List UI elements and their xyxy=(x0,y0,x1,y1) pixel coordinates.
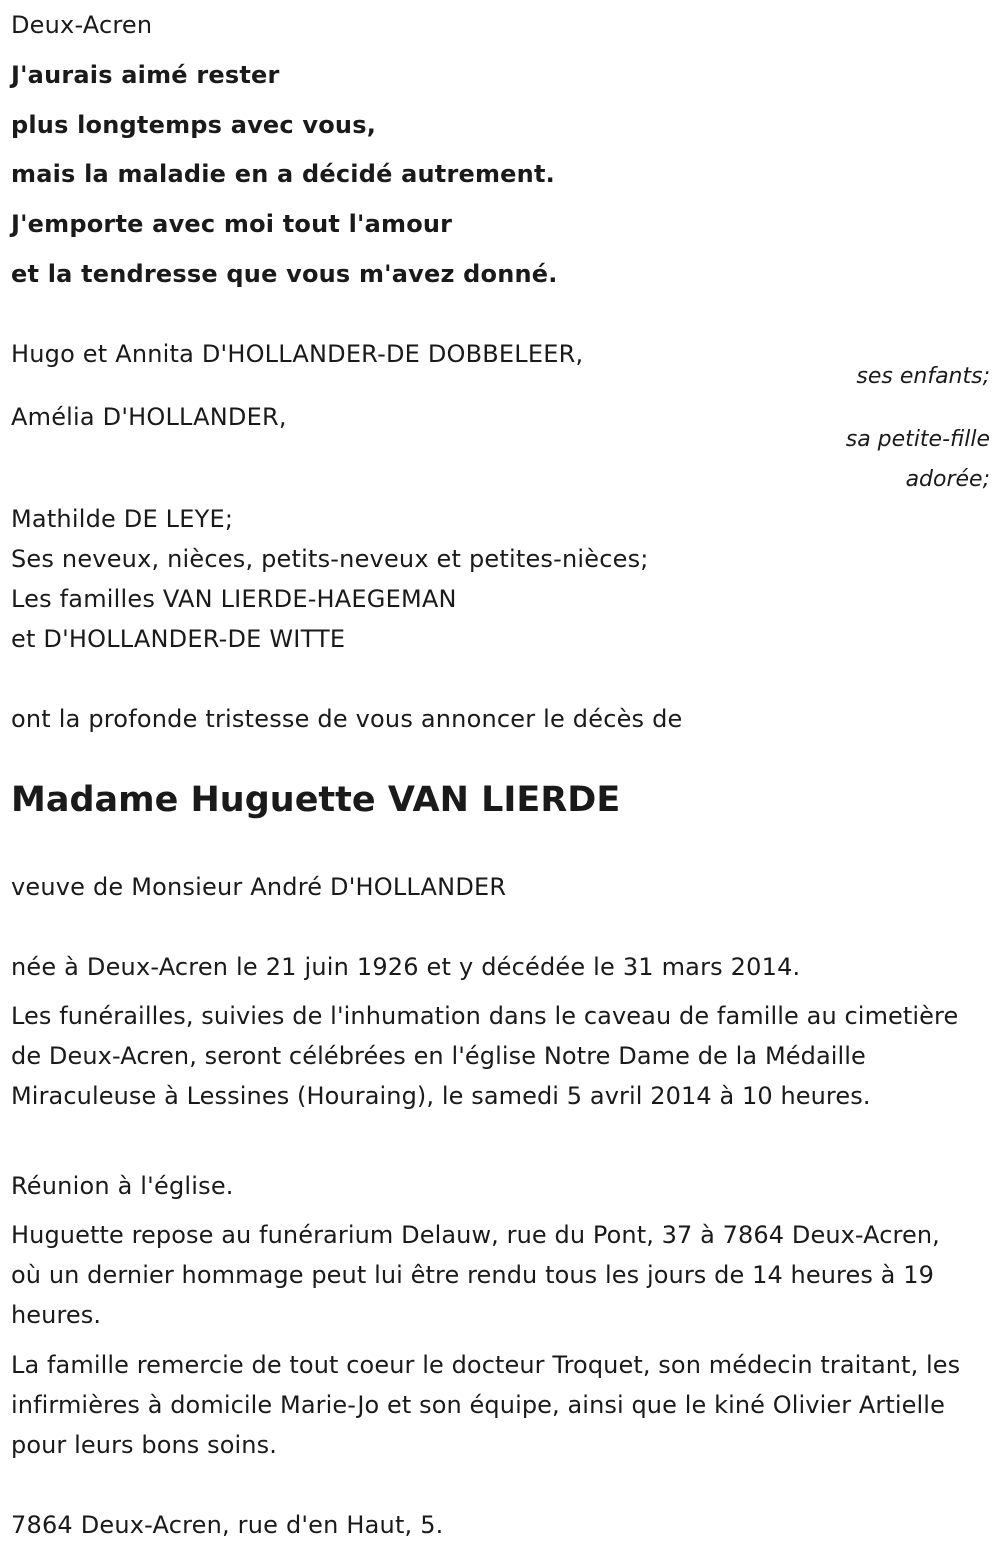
family-other-4: et D'HOLLANDER-DE WITTE xyxy=(11,625,346,653)
family-other-3: Les familles VAN LIERDE-HAEGEMAN xyxy=(11,585,457,613)
granddaughter-name: Amélia D'HOLLANDER, xyxy=(11,403,287,431)
granddaughter-role-line-2: adorée; xyxy=(905,467,990,492)
meeting-note: Réunion à l'église. xyxy=(11,1172,234,1200)
poem-line-4: J'emporte avec moi tout l'amour xyxy=(11,210,453,238)
funeral-paragraph: Les funérailles, suivies de l'inhumation dans le caveau de famille au cimetière de Deux-Acren, seront célébrées en l'église Notre Dame de la Médaille Miraculeuse à Lessines (Houraing), le samedi 5 avril 2014 à 10 heures. xyxy=(11,1002,959,1110)
children-name: Hugo et Annita D'HOLLANDER-DE DOBBELEER, xyxy=(11,340,584,368)
thanks-paragraph: La famille remercie de tout coeur le docteur Troquet, son médecin traitant, les infirmières à domicile Marie-Jo et son équipe, ainsi que le kiné Olivier Artielle pour leurs bons soins. xyxy=(11,1351,961,1459)
children-role: ses enfants; xyxy=(856,364,990,389)
family-other-2: Ses neveux, nièces, petits-neveux et petites-nièces; xyxy=(11,545,649,573)
granddaughter-role-line-1: sa petite-fille xyxy=(845,427,990,452)
header-place: Deux-Acren xyxy=(11,11,153,39)
birth-death: née à Deux-Acren le 21 juin 1926 et y décédée le 31 mars 2014. xyxy=(11,953,801,981)
poem-line-2: plus longtemps avec vous, xyxy=(11,111,377,139)
address: 7864 Deux-Acren, rue d'en Haut, 5. xyxy=(11,1511,444,1539)
announcement-intro: ont la profonde tristesse de vous annoncer le décès de xyxy=(11,705,683,733)
deceased-name: Madame Huguette VAN LIERDE xyxy=(11,780,621,820)
rest-paragraph: Huguette repose au funérarium Delauw, rue du Pont, 37 à 7864 Deux-Acren, où un dernier hommage peut lui être rendu tous les jours de 14 heures à 19 heures. xyxy=(11,1221,940,1329)
poem-line-5: et la tendresse que vous m'avez donné. xyxy=(11,260,558,288)
widow-of: veuve de Monsieur André D'HOLLANDER xyxy=(11,873,507,901)
poem-line-1: J'aurais aimé rester xyxy=(11,61,280,89)
family-other-1: Mathilde DE LEYE; xyxy=(11,505,234,533)
poem-line-3: mais la maladie en a décidé autrement. xyxy=(11,160,555,188)
